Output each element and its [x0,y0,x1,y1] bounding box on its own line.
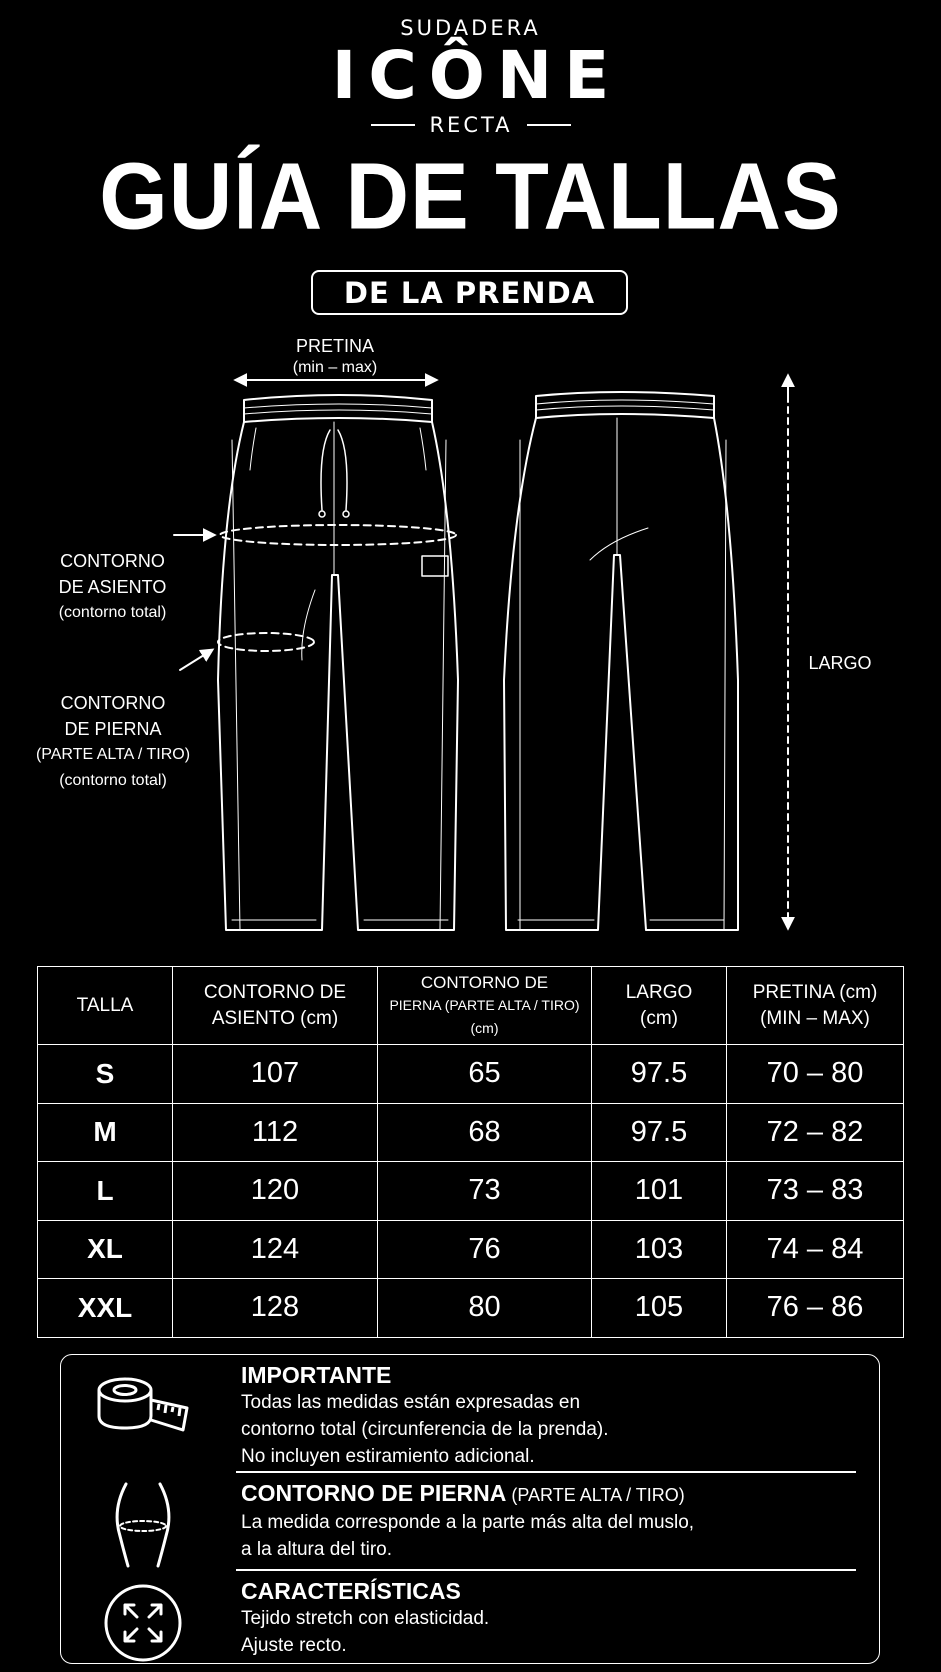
pierna-pointer-arrow [180,650,212,670]
pretina-cell: 76 – 86 [727,1279,904,1338]
header-asiento-line1: CONTORNO DE [203,981,347,1003]
note-important-line2: contorno total (circunferencia de la prenda). [241,1419,609,1440]
note-important-title-text: IMPORTANTE [241,1362,392,1388]
header-pierna-line1: CONTORNO DE [420,973,549,992]
pierna-label-note: (contorno total) [59,772,167,789]
largo-cell: 105 [592,1279,727,1338]
title-badge [311,270,628,315]
header-pierna-line2: PIERNA (PARTE ALTA / TIRO) [389,997,580,1013]
pretina-label-range: (min – max) [292,359,378,376]
asiento-measure-line [220,525,456,545]
header-pierna-line3: (cm) [470,1020,499,1036]
front-pants-outline [218,395,458,930]
largo-cell: 97.5 [592,1103,727,1162]
note-leg-title-text: CONTORNO DE PIERNA [241,1480,507,1506]
asiento-label-note: (contorno total) [58,604,167,621]
size-cell: XXL [38,1279,173,1338]
note-leg-title [241,1479,861,1509]
note-important-text [241,1361,861,1470]
header-pierna [378,967,592,1045]
asiento-cell: 112 [173,1103,378,1162]
stretch-arrows-icon [93,1573,193,1672]
note-features-line1: Tejido stretch con elasticidad. [241,1608,490,1629]
header-largo-line2: (cm) [640,1007,678,1029]
brand-logo-text: ICÔNE [331,37,622,114]
header-talla [38,967,173,1045]
pierna-cell: 73 [378,1162,592,1221]
note-features [61,1573,881,1672]
largo-cell: 103 [592,1220,727,1279]
header-largo [592,967,727,1045]
info-box [60,1354,880,1664]
measuring-tape-icon [93,1357,193,1457]
pierna-label-line1: CONTORNO [60,693,166,713]
pierna-cell: 76 [378,1220,592,1279]
table-row [38,1279,904,1338]
header-pretina-line1: PRETINA (cm) [752,981,878,1003]
asiento-cell: 107 [173,1045,378,1104]
pretina-cell: 74 – 84 [727,1220,904,1279]
note-important-line1: Todas las medidas están expresadas en [241,1392,581,1413]
size-table [37,966,904,1338]
header-largo-line1: LARGO [625,981,693,1003]
asiento-cell: 128 [173,1279,378,1338]
largo-cell: 97.5 [592,1045,727,1104]
divider-right [527,124,571,126]
product-subtitle-text: RECTA [429,113,513,137]
size-cell: L [38,1162,173,1221]
note-leg-title-suffix: (PARTE ALTA / TIRO) [506,1485,685,1505]
asiento-label-line2: DE ASIENTO [58,577,167,597]
asiento-cell: 120 [173,1162,378,1221]
product-kicker: SUDADERA [400,16,541,40]
divider-left [371,124,415,126]
note-leg [61,1475,881,1575]
pierna-cell: 80 [378,1279,592,1338]
table-row [38,1162,904,1221]
pretina-label-title: PRETINA [295,336,374,356]
header-asiento [173,967,378,1045]
size-cell: S [38,1045,173,1104]
info-divider [236,1471,856,1473]
size-cell: XL [38,1220,173,1279]
back-pants-outline [504,392,738,930]
pierna-measure-line [218,633,314,651]
note-important-title [241,1361,861,1389]
header-pretina [727,967,904,1045]
asiento-cell: 124 [173,1220,378,1279]
note-features-text [241,1577,861,1659]
table-row [38,1220,904,1279]
pretina-cell: 70 – 80 [727,1045,904,1104]
note-features-title [241,1577,861,1605]
page-title: GUÍA DE TALLAS [99,142,842,249]
table-row [38,1103,904,1162]
pretina-cell: 73 – 83 [727,1162,904,1221]
note-features-title-text: CARACTERÍSTICAS [241,1578,461,1604]
pierna-cell: 68 [378,1103,592,1162]
header-pretina-line2: (MIN – MAX) [760,1007,870,1029]
info-divider [236,1569,856,1571]
note-features-line2: Ajuste recto. [241,1635,347,1656]
largo-label: LARGO [808,653,872,673]
pretina-cell: 72 – 82 [727,1103,904,1162]
pierna-label-sub: (PARTE ALTA / TIRO) [35,746,191,763]
note-leg-line2: a la altura del tiro. [241,1539,393,1560]
header-talla-text: TALLA [76,994,134,1016]
size-cell: M [38,1103,173,1162]
table-header-row [38,967,904,1045]
asiento-label-line1: CONTORNO [60,551,165,571]
title-badge-text: DE LA PRENDA [343,275,596,310]
note-leg-text [241,1479,861,1563]
pants-diagram [0,360,941,940]
note-important [61,1357,881,1467]
pierna-cell: 65 [378,1045,592,1104]
note-leg-line1: La medida corresponde a la parte más alta del muslo, [241,1512,695,1533]
thigh-measure-icon [93,1475,193,1575]
table-row [38,1045,904,1104]
pierna-label-line2: DE PIERNA [64,719,162,739]
header-asiento-line2: ASIENTO (cm) [211,1007,339,1029]
product-subtitle [360,110,582,140]
note-important-line3: No incluyen estiramiento adicional. [241,1446,535,1467]
largo-cell: 101 [592,1162,727,1221]
